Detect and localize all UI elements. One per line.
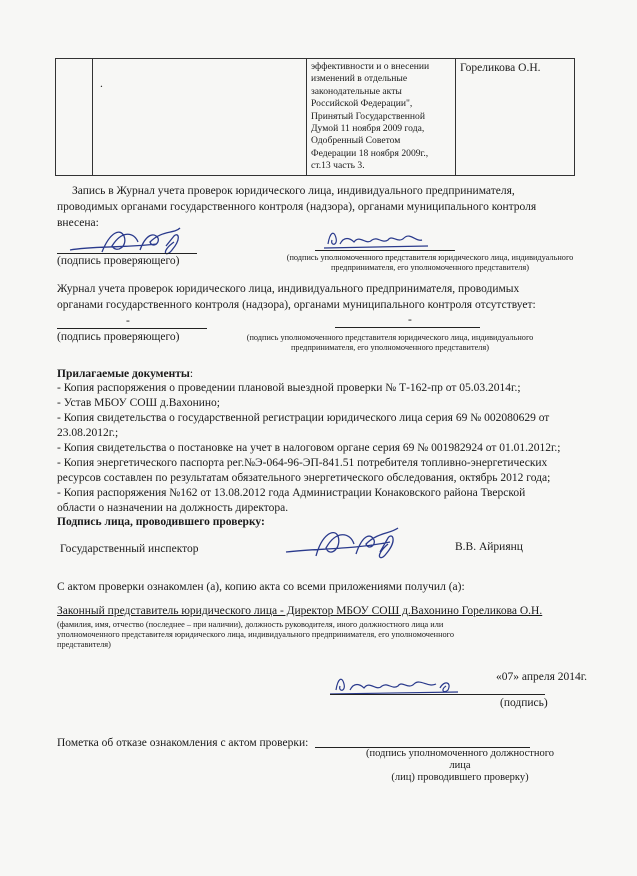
law-line: Принятый Государственной: [311, 110, 425, 122]
representative-name-line: Законный представитель юридического лица - Директор МБОУ СОШ д.Вахонино Гореликова О.Н.: [57, 605, 543, 617]
absent-line: Журнал учета проверок юридического лица, индивидуального предпринимателя, проводимых: [57, 283, 520, 295]
absent-dash: -: [126, 315, 130, 327]
table-cell-number: [56, 59, 93, 176]
signer-signature: [280, 522, 410, 572]
inspection-table: [55, 58, 575, 176]
table-cell-person: [456, 59, 575, 176]
attachment-item: - Копия энергетического паспорта рег.№Э-064-96-ЭП-841.51 потребителя топливно-энергетических: [57, 457, 548, 469]
attachment-item: - Устав МБОУ СОШ д.Вахонино;: [57, 397, 220, 409]
absent-representative-caption: (подпись уполномоченного представителя юридического лица, индивидуального предпринимателя, его уполномоченного представителя): [246, 333, 534, 352]
record-line: Запись в Журнал учета проверок юридического лица, индивидуального предпринимателя,: [72, 185, 515, 197]
attachment-item: - Копия свидетельства о государственной регистрации юридического лица серия 69 № 002080629 от: [57, 412, 550, 424]
law-line: Думой 11 ноября 2009 года,: [311, 123, 425, 135]
representative-sign-caption: (подпись уполномоченного представителя юридического лица, индивидуального предпринимателя, его уполномоченного представителя): [286, 253, 574, 272]
law-line: законодательные акты: [311, 85, 402, 97]
table-cell-description: [93, 59, 307, 176]
signer-heading: Подпись лица, проводившего проверку:: [57, 516, 265, 528]
table-cell-law: [307, 59, 456, 176]
absent-inspector-caption: (подпись проверяющего): [57, 331, 180, 343]
attachment-item: - Копия распоряжения №162 от 13.08.2012 года Администрации Конаковского района Тверской: [57, 487, 526, 499]
responsible-person: Гореликова О.Н.: [460, 62, 541, 74]
law-line: Федерации 18 ноября 2009г.,: [311, 147, 429, 159]
acquainted-sign-caption: (подпись): [500, 697, 548, 709]
inspector-sign-caption: (подпись проверяющего): [57, 255, 180, 267]
law-line: эффективности и о внесении: [311, 61, 430, 72]
law-line: изменений в отдельные: [311, 73, 408, 85]
attachments-heading: Прилагаемые документы:: [57, 368, 194, 380]
law-line: ст.13 часть 3.: [311, 160, 365, 172]
attachment-item: - Копия распоряжения о проведении плановой выездной проверки № Т-162-пр от 05.03.2014г.;: [57, 382, 521, 394]
attachment-item: 23.08.2012г.;: [57, 427, 119, 439]
representative-caption: (фамилия, имя, отчество (последнее – при наличии), должность руководителя, иного должностного лица или уполномоченного представителя юридического лица, индивидуального предпринимателя, его уполномоченного представителя): [57, 620, 455, 649]
acquainted-signature: [328, 670, 468, 700]
refusal-caption: (подпись уполномоченного должностного лица (лиц) проводившего проверку): [365, 748, 555, 783]
attachment-item: области о назначении на должность директора.: [57, 502, 289, 514]
law-line: Одобренный Советом: [311, 135, 401, 147]
law-line: Российской Федерации",: [311, 98, 413, 110]
signer-title: Государственный инспектор: [60, 543, 199, 555]
record-line: проводимых органами государственного контроля (надзора), органами муниципального контроля: [57, 201, 537, 213]
record-line: внесена:: [57, 217, 99, 229]
absent-dash-2: -: [408, 314, 412, 326]
absent-line: органами государственного контроля (надзора), органами муниципального контроля отсутствует:: [57, 299, 536, 311]
refusal-text: Пометка об отказе ознакомления с актом проверки:: [57, 737, 309, 749]
attachments-list: [57, 381, 617, 516]
table-dot: .: [100, 78, 103, 90]
acquainted-text: С актом проверки ознакомлен (а), копию акта со всеми приложениями получил (а):: [57, 581, 465, 593]
acquainted-date: «07» апреля 2014г.: [496, 671, 588, 683]
signer-name: В.В. Айриянц: [455, 541, 523, 553]
attachment-item: ресурсов составлен по результатам обязательного энергетического обследования, октябрь 2012 года;: [57, 472, 551, 484]
attachment-item: - Копия свидетельства о постановке на учет в налоговом органе серия 69 № 001982924 от 01.01.2012г.;: [57, 442, 561, 454]
